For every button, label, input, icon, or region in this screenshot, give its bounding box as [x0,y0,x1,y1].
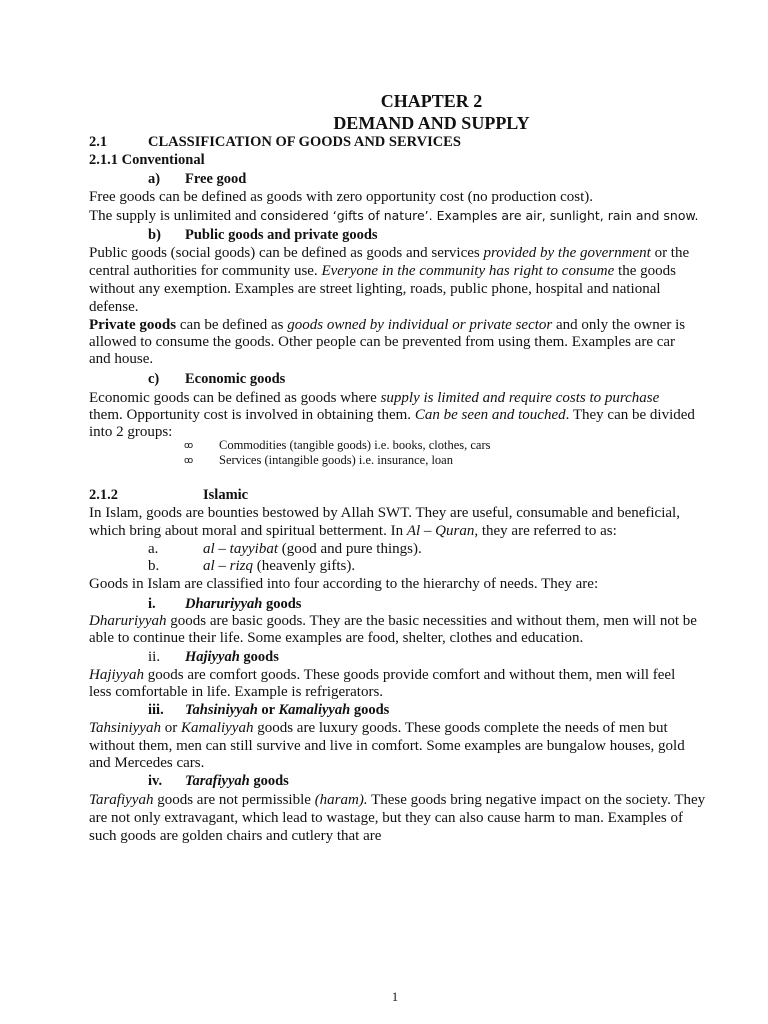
paragraph-line: allowed to consume the goods. Other people can be prevented from using them. Examples are car [89,334,676,350]
paragraph-line: Dharuriyyah goods are basic goods. They are the basic necessities and without them, men will not be [89,613,697,629]
item-marker: a) [148,171,161,187]
item-marker: ii. [148,649,161,665]
paragraph-line: defense. [89,299,139,315]
paragraph-line: such goods are golden chairs and cutlery that are [89,828,382,844]
chapter-number: CHAPTER 2 [380,91,483,111]
paragraph-line: and house. [89,351,154,367]
list-item: Commodities (tangible goods) i.e. books, clothes, cars [219,438,491,452]
list-item: Services (intangible goods) i.e. insurance, loan [219,453,453,467]
item-marker: iii. [148,702,164,718]
item-heading: Tahsiniyyah or Kamaliyyah goods [185,702,390,718]
item-marker: iv. [148,773,163,789]
paragraph-line: without any exemption. Examples are street lighting, roads, public phone, hospital and national [89,281,661,297]
paragraph-line: Economic goods can be defined as goods where supply is limited and require costs to purchase [89,390,660,406]
item-marker: c) [148,371,160,387]
paragraph-line: which bring about moral and spiritual betterment. In Al – Quran, they are referred to as: [89,523,617,539]
paragraph-line: Public goods (social goods) can be defined as goods and services provided by the government or the [89,245,690,261]
subsection-title: 2.1.1 Conventional [89,152,205,168]
section-title: CLASSIFICATION OF GOODS AND SERVICES [148,134,461,150]
list-item: al – tayyibat (good and pure things). [203,541,422,557]
paragraph-line: Tarafiyyah goods are not permissible (haram). These goods bring negative impact on the society. They [89,792,706,808]
paragraph-line: into 2 groups: [89,424,173,440]
paragraph-line: In Islam, goods are bounties bestowed by Allah SWT. They are useful, consumable and beneficial, [89,505,680,521]
paragraph-line: Goods in Islam are classified into four according to the hierarchy of needs. They are: [89,576,599,592]
paragraph-line: them. Opportunity cost is involved in obtaining them. Can be seen and touched. They can be divided [89,407,695,423]
item-heading: Tarafiyyah goods [185,773,289,789]
section-number: 2.1.2 [89,487,118,503]
chapter-title: DEMAND AND SUPPLY [333,113,530,133]
item-marker: b) [148,227,161,243]
list-item: al – rizq (heavenly gifts). [203,558,356,574]
item-heading: Dharuriyyah goods [185,596,302,612]
bullet-icon: ꝏ [184,441,194,451]
paragraph-line: Private goods can be defined as goods owned by individual or private sector and only the owner is [89,317,686,333]
section-number: 2.1 [89,134,108,150]
paragraph-line: Tahsiniyyah or Kamaliyyah goods are luxury goods. These goods complete the needs of men but [89,720,668,736]
paragraph-line: are not only extravagant, which lead to wastage, but they can also cause harm to man. Examples of [89,810,683,826]
page-number: 1 [391,990,399,1004]
paragraph-line: Free goods can be defined as goods with zero opportunity cost (no production cost). [89,189,594,205]
paragraph-line: without them, men can still survive and live in comfort. Some examples are bungalow houses, gold [89,738,685,754]
paragraph-line: and Mercedes cars. [89,755,205,771]
item-heading: Free good [185,171,247,187]
paragraph-line: The supply is unlimited and considered ‘gifts of nature’. Examples are air, sunlight, rain and snow. [89,208,699,224]
list-marker: a. [148,541,159,557]
bullet-icon: ꝏ [184,456,194,466]
item-heading: Economic goods [185,371,286,387]
paragraph-line: Hajiyyah goods are comfort goods. These goods provide comfort and without them, men will feel [89,667,676,683]
paragraph-line: less comfortable in life. Example is refrigerators. [89,684,384,700]
list-marker: b. [148,558,160,574]
paragraph-line: central authorities for community use. Everyone in the community has right to consume the goods [89,263,676,279]
item-heading: Hajiyyah goods [185,649,279,665]
paragraph-line: able to continue their life. Some examples are food, shelter, clothes and education. [89,630,584,646]
item-heading: Public goods and private goods [185,227,378,243]
item-marker: i. [148,596,156,612]
section-title: Islamic [203,487,249,503]
